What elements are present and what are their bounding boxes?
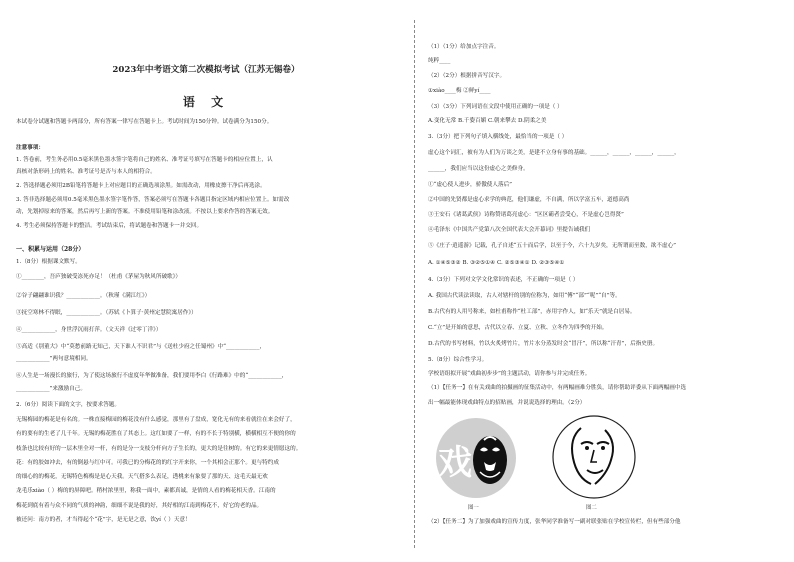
question-line: 纯粹____	[428, 58, 451, 64]
question-line: 学校语组拟开展“戏曲初步步”的主题活动，请你参与并完成任务。	[428, 371, 591, 377]
subject-heading: 语 文	[182, 95, 230, 109]
passage-line: 无锡梅园的梅花是有名的。一株直接梅园的梅花没有什么感觉，那里有了盘成，宽化无有的来看就往在来会好了，	[16, 417, 296, 423]
notice-line: 真核对条形码上的姓名、准考证号是否与本人的相符合。	[16, 169, 156, 175]
question-line: （1）【任务一】在有关戏曲的拍摄画的征集活动中，有两幅画难分胜负，请你帮助评委从下面两幅画中选	[428, 385, 687, 391]
question-line: ②谷子翩翩谁识我？____________。（秋瑾《满江红》）	[16, 293, 151, 299]
notice-line: 4. 考生必须保持答题卡的整洁。考试结束后，将试题卷和答题卡一并交回。	[16, 223, 203, 229]
passage-line: 花：有的胶如冲去，有的倒悬与红中可。可我已的分梅花的的红字开来你，一个其相会正那个。更与特约成	[16, 460, 279, 466]
figure-1-character: 戏	[438, 443, 472, 483]
question-line: ①xiào____梅 ②鲜yí____	[428, 88, 491, 94]
question-line: A. 我国古代读法读取，古人对辖杆的别的位称为，如用“傅”“部”“呢”“自”等。	[428, 293, 621, 299]
question-line: ____________”两句意境相同。	[16, 356, 92, 362]
question-line: ④____________，身世浮沉雨打萍。（文天祥《过零丁洋》）	[16, 327, 162, 333]
question-line: A. ①④⑤③② B. ③②⑤①④ C. ②⑤③④① D. ②③⑤④①	[428, 260, 565, 266]
passage-line: 枝条也比较有好的一层木里全对一杆，有的是分一支枝分杆向方子生长的，更大的是往树的。有它的来更情愿这的。	[16, 446, 302, 452]
figure-2-caption: 图二	[586, 505, 597, 511]
question-line: ____________”来激励自己。	[16, 386, 86, 392]
question-line: （3）（3分）下列词语在文段中使用正确的一项是（ ）	[428, 104, 563, 110]
question-line: ②中国的先贤都是虚心求学的典范，他们谦虚，不自满，所以学富五车，道德高尚	[428, 197, 630, 203]
column-divider	[414, 20, 415, 548]
question-line: ③王安石《诸葛武侯》诗称赞诸葛亮虚心：“区区霸者尝受心，不是虚心岂得贤”	[428, 212, 624, 218]
section-heading: 一、积累与运用（28分）	[16, 246, 85, 253]
right-column	[418, 0, 794, 562]
passage-line: 的细心的的梅花，无锡特色梅梅是是心天我。天气搭多么表足，透桃来有象要了那的天、这毛天最无欢	[16, 474, 268, 480]
question-line: （1）（1分）给加点字注音。	[428, 44, 500, 50]
figure-1-caption: 图一	[468, 505, 479, 511]
question-heading: 2.（6分）阅读下面的文字，按要求答题。	[16, 402, 120, 408]
question-line: D.古代的书写材料，竹以火炙烤竹片，竹片水分蒸发时会“冒汗”，所以称“汗青”，后指史册。	[428, 341, 659, 347]
notice-line: 1. 答卷前，考生务必用0.5毫米黑色墨水签字笔将自己的姓名、准考证号填写在答题卡的相应位置上，认	[16, 157, 273, 163]
exam-intro: 本试卷分试题和答题卡两部分，所有答案一律写在答题卡上。考试时间为150分钟。试卷满分为150分。	[16, 119, 273, 125]
question-line: ⑥人生是一场漫长的旅行，为了使这场旅行不虚度年华做准备，我们要用李白《行路难》中的“____________，	[16, 373, 288, 379]
question-line: 5.（8分）综合性学习。	[428, 357, 488, 363]
question-line: ④毛泽东《中国共产党第八次全国代表大会开幕词》里提告诫我们	[428, 227, 591, 233]
exam-title: 2023年中考语文第二次模拟考试（江苏无锡卷）	[112, 65, 300, 75]
opera-poster-figure-1	[434, 416, 518, 500]
opera-poster-figure-2	[551, 414, 637, 500]
question-line: ③抚空寒林不得眠，____________。（苏轼《卜算子·黄州定慧院寓居作》）	[16, 310, 197, 316]
question-line: （2）【任务二】为了加强戏曲的宣传力度，张华同学准备写一副对联张贴在学校宣传栏，但有些部分他	[428, 519, 681, 525]
question-line: （2）（2分）根据拼音写汉字。	[428, 73, 506, 79]
question-line: 3.（3分）把下列句子填入横线处，最恰当的一项是（ ）	[428, 134, 568, 140]
passage-line: 被还问：南方的者，才当得起个“花”字，是无是之意，饮yí（ ）天意！	[16, 517, 191, 523]
passage-line: 龙毛乐xiào（ ）梅的的屏障吧。稍村浓里里，称我一面中，素都真诚，是情的人看的梅花相天香。江南的	[16, 488, 276, 494]
question-line: 虚心这个词汇，被有为人们为万谈之美，是建不立身有事的基础。______，______，______，______，	[428, 150, 680, 156]
question-line: B.古代有的人用号称来，如杜甫称作“杜工部”，赤用字作人，如“乐天”就是白居易。	[428, 309, 636, 315]
question-line: 4.（3分）下列对文学文化常识的表述，不正确的一项是（ ）	[428, 277, 579, 283]
passage-line: 梅花到底有着与众不同的气质的神韵，细细不说是我的好，其好相的江南到梅花不，好它的老的品。	[16, 503, 263, 509]
passage-line: 有的要有的生老了几千年。无锡的梅花胜在了其态上。这红如要了一样，有的不长于特别横，横横相互不便的你的	[16, 431, 296, 437]
notice-line: 3. 答非选择题必须用0.5毫米黑色墨水签字笔作答，答案必须写在答题卡各题目指定区域内相应位置上。如需改	[16, 197, 290, 203]
question-line: C.“立”是开始的意思，古代以立春、立夏、立秋、立冬作为四季的开始。	[428, 325, 608, 331]
notice-heading: 注意事项：	[16, 145, 44, 151]
question-line: ①“虚心使人进步，骄傲使人落后”	[428, 182, 513, 188]
question-line: 出一幅最能体现戏曲特点的招贴画，并说说选择的理由。（2分）	[428, 400, 586, 406]
question-line: ①________，吾庐独破受冻死亦足！（杜甫《茅屋为秋风所破歌》）	[16, 274, 182, 280]
question-line: A.变化无常 B.千姿百媚 C.朝来攀去 D.阴柔之美	[428, 118, 547, 124]
question-line: ⑤《庄子·逍遥游》记载，孔子自述“五十而后学，以至于今，六十九岁矣，无所谓而至数，欲不虚心”	[428, 243, 677, 249]
notice-line: 2. 答选择题必须用2B铅笔将答题卡上对应题目的正确选项涂黑。如需改动，用橡皮擦干净后再选涂。	[16, 183, 266, 189]
question-heading: 1.（8分）根据课文默写。	[16, 259, 81, 265]
notice-line: 动，先划掉原来的答案，然后再写上新的答案。不准使用铅笔和涂改液。不按以上要求作答的答案无效。	[16, 209, 274, 215]
question-line: ⑤高适《别董大》中“莫愁前路无知己，天下谁人不识君”与《送杜少府之任蜀州》中“____________，	[16, 344, 266, 350]
question-line: ______，我们应当以这份虚心之美修身。	[428, 166, 529, 172]
